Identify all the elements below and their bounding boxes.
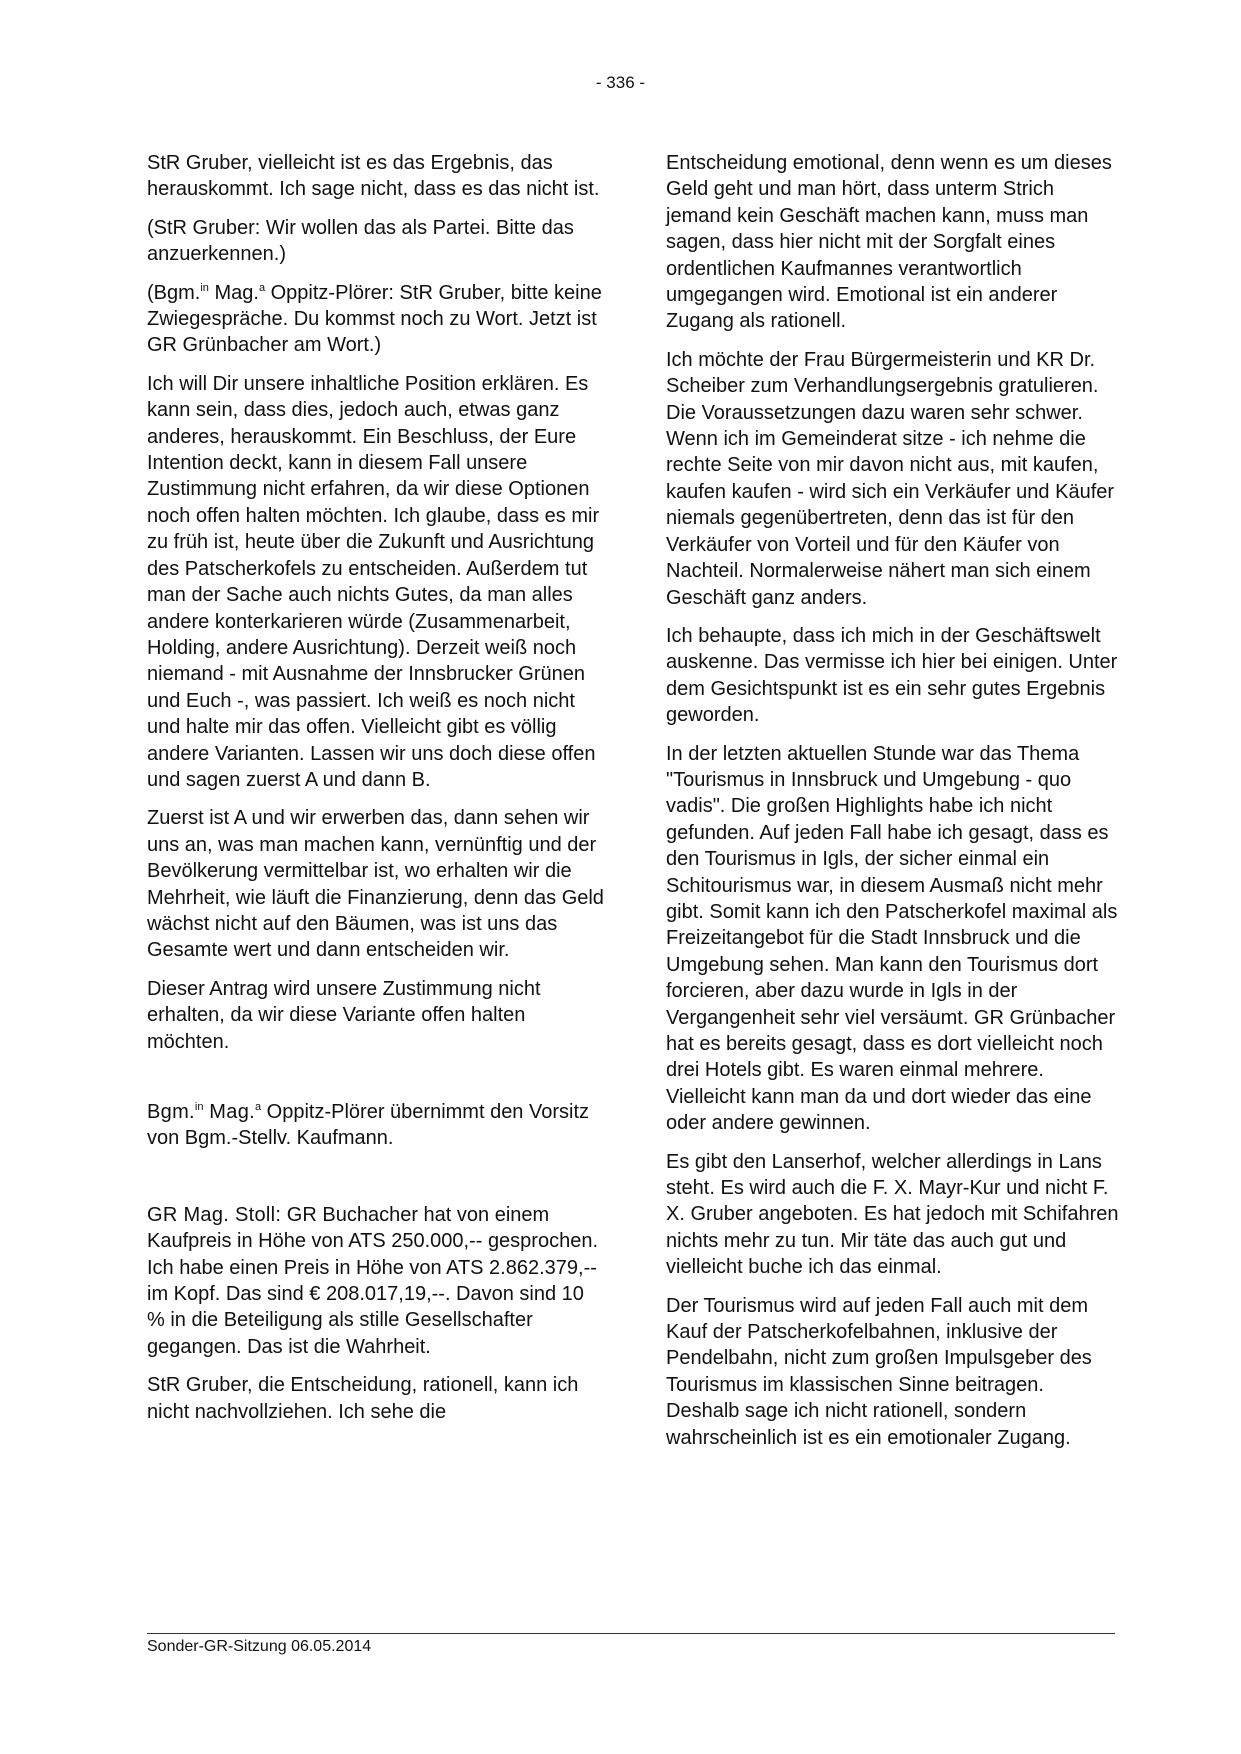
left-column <box>147 150 604 1437</box>
paragraph: Dieser Antrag wird unsere Zustimmung nicht erhalten, da wir diese Variante offen halten möchten. <box>147 977 541 1053</box>
superscript: in <box>194 1101 204 1113</box>
text-run: Bgm. <box>147 1101 195 1123</box>
footer-divider <box>147 1633 1115 1634</box>
paragraph: Ich will Dir unsere inhaltliche Position erklären. Es kann sein, dass dies, jedoch auch, etwas ganz anderes, herauskommt. Ein Beschluss, der Eure Intention deckt, kann in diesem Fall unsere Zustimmung nicht erfahren, da wir diese Optionen noch offen halten möchten. Ich glaube, dass es mir zu früh ist, heute über die Zukunft und Ausrichtung des Patscherkofels zu entscheiden. Außerdem tut man der Sache auch nichts Gutes, da man alles andere konterkarieren würde (Zusammenarbeit, Holding, andere Ausrichtung). Derzeit weiß noch niemand - mit Ausnahme der Innsbrucker Grünen und Euch -, was passiert. Ich weiß es noch nicht und halte mir das offen. Vielleicht gibt es völlig andere Varianten. Lassen wir uns doch diese offen und sagen zuerst A und dann B. <box>147 372 600 791</box>
text-run: (Bgm. <box>147 281 201 304</box>
right-column <box>666 150 1119 1463</box>
superscript: a <box>254 1101 262 1113</box>
footer-session-date: Sonder-GR-Sitzung 06.05.2014 <box>147 1638 372 1655</box>
text-run: Mag. <box>208 281 259 304</box>
speaker-name: GR Mag. Stoll: <box>147 1203 282 1226</box>
page-number: - 336 - <box>595 73 646 92</box>
paragraph: Ich möchte der Frau Bürgermeisterin und KR Dr. Scheiber zum Verhandlungsergebnis gratulieren. Die Voraussetzungen dazu waren sehr schwer. Wenn ich im Gemeinderat sitze - ich nehme die rechte Seite von mir davon nicht aus, mit kaufen, kaufen kaufen - wird sich ein Verkäufer und Käufer niemals gegenübertreten, denn das ist für den Verkäufer von Vorteil und für den Käufer von Nachteil. Normalerweise nähert man sich einem Geschäft ganz anders. <box>666 348 1115 609</box>
paragraph: Ich behaupte, dass ich mich in der Geschäftswelt auskenne. Das vermisse ich hier bei einigen. Unter dem Gesichtspunkt ist es ein sehr gutes Ergebnis geworden. <box>666 624 1118 727</box>
text-run: GR Buchacher hat von einem Kaufpreis in Höhe von ATS 250.000,-- gesprochen. Ich habe einen Preis in Höhe von ATS 2.862.379,-- im Kopf. Das sind € 208.017,19,--. Davon sind 10 % in die Beteiligung als stille Gesellschafter gegangen. Das ist die Wahrheit. <box>147 1203 599 1358</box>
paragraph: Es gibt den Lanserhof, welcher allerdings in Lans steht. Es wird auch die F. X. Mayr-Kur und nicht F. X. Gruber angeboten. Es hat jedoch mit Schifahren nichts mehr zu tun. Mir täte das auch gut und vielleicht buche ich das einmal. <box>666 1150 1119 1279</box>
interjection <box>147 280 604 359</box>
text-run: Mag. <box>203 1101 255 1123</box>
superscript: a <box>258 281 266 294</box>
superscript: in <box>200 281 209 294</box>
paragraph: StR Gruber, vielleicht ist es das Ergebnis, das herauskommt. Ich sage nicht, dass es das nicht ist. <box>147 152 600 201</box>
paragraph: Zuerst ist A und wir erwerben das, dann sehen wir uns an, was man machen kann, vernünftig und der Bevölkerung vermittelbar ist, wo erhalten wir die Mehrheit, wie läuft die Finanzierung, denn das Geld wächst nicht auf den Bäumen, was ist uns das Gesamte wert und dann entscheiden wir. <box>147 807 604 962</box>
paragraph: StR Gruber, die Entscheidung, rationell, kann ich nicht nachvollziehen. Ich sehe die <box>147 1374 579 1423</box>
paragraph: In der letzten aktuellen Stunde war das Thema "Tourismus in Innsbruck und Umgebung - quo vadis". Die großen Highlights habe ich nicht gefunden. Auf jeden Fall habe ich gesagt, dass es den Tourismus in Igls, der sicher einmal ein Schitourismus war, in diesem Ausmaß nicht mehr gibt. Somit kann ich den Patscherkofel maximal als Freizeitangebot für die Stadt Innsbruck und die Umgebung sehen. Man kann den Tourismus dort forcieren, aber dazu wurde in Igls in der Vergangenheit sehr viel versäumt. GR Grünbacher hat es bereits gesagt, dass es dort vielleicht noch drei Hotels gibt. Es waren einmal mehrere. Vielleicht kann man da und dort wieder das eine oder andere gewinnen. <box>666 742 1118 1135</box>
chair-change-note <box>147 1099 604 1152</box>
interjection: (StR Gruber: Wir wollen das als Partei. Bitte das anzuerkennen.) <box>147 216 574 266</box>
text-run: Oppitz-Plörer: StR Gruber, bitte keine Zwiegespräche. Du kommst noch zu Wort. Jetzt ist GR Grünbacher am Wort.) <box>147 281 602 357</box>
text-run: Oppitz-Plörer übernimmt den Vorsitz von Bgm.-Stellv. Kaufmann. <box>147 1101 590 1150</box>
paragraph: Entscheidung emotional, denn wenn es um dieses Geld geht und man hört, dass unterm Strich jemand kein Geschäft machen kann, muss man sagen, dass hier nicht mit der Sorgfalt eines ordentlichen Kaufmannes verantwortlich umgegangen wird. Emotional ist ein anderer Zugang als rationell. <box>666 152 1112 333</box>
paragraph: Der Tourismus wird auf jeden Fall auch mit dem Kauf der Patscherkofelbahnen, inklusive der Pendelbahn, nicht zum großen Impulsgeber des Tourismus im klassischen Sinne beitragen. Deshalb sage ich nicht rationell, sondern wahrscheinlich ist es ein emotionaler Zugang. <box>666 1294 1092 1449</box>
speech-paragraph <box>147 1202 604 1360</box>
